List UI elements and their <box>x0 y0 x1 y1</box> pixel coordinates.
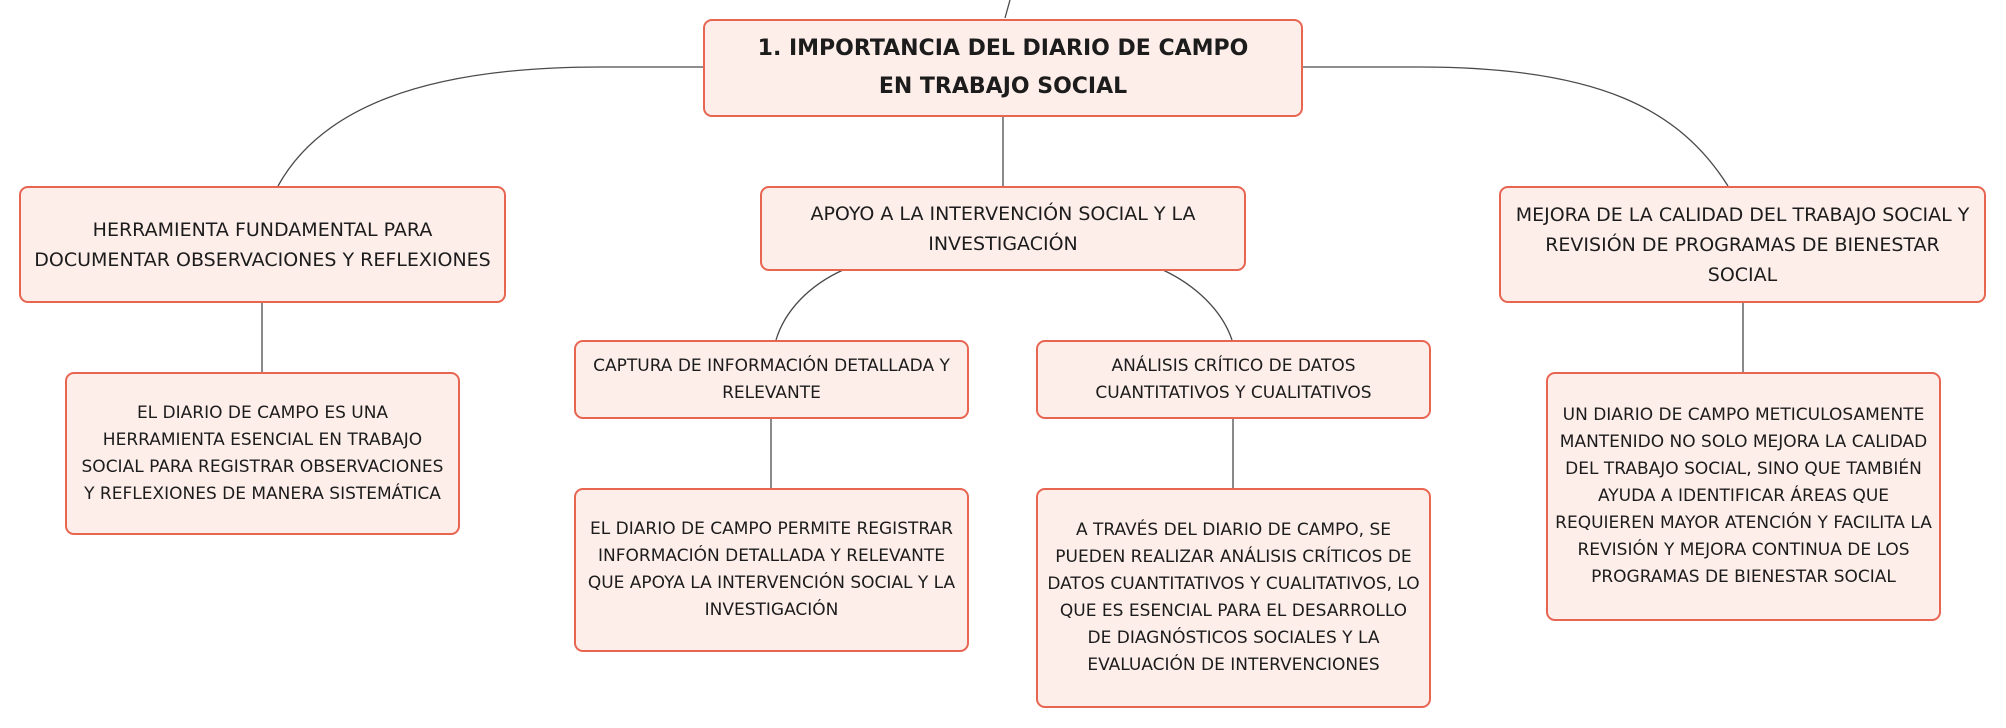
topic-mejora-label: MEJORA DE LA CALIDAD DEL TRABAJO SOCIAL Y REVISIÓN DE PROGRAMAS DE BIENESTAR SOCIAL <box>1515 203 1970 286</box>
detail-mejora-text: UN DIARIO DE CAMPO METICULOSAMENTE MANTENIDO NO SOLO MEJORA LA CALIDAD DEL TRABAJO SOCIAL, SINO QUE TAMBIÉN AYUDA A IDENTIFICAR ÁREAS QUE REQUIEREN MAYOR ATENCIÓN Y FACILITA LA REVISIÓN Y MEJORA CONTINUA DE LOS PROGRAMAS DE BIENESTAR SOCIAL <box>1555 405 1932 587</box>
topic-apoyo-label: APOYO A LA INTERVENCIÓN SOCIAL Y LA INVESTIGACIÓN <box>810 202 1196 255</box>
topic-apoyo[interactable] <box>760 186 1246 271</box>
topic-mejora[interactable] <box>1499 186 1986 303</box>
connector-root-mejora <box>1303 67 1728 186</box>
root-topic[interactable] <box>703 19 1303 117</box>
detail-analisis[interactable] <box>1036 488 1431 708</box>
connector-root-herramienta <box>278 67 703 186</box>
topic-captura-label: CAPTURA DE INFORMACIÓN DETALLADA Y RELEVANTE <box>593 355 950 403</box>
topic-analisis[interactable] <box>1036 340 1431 419</box>
detail-herramienta[interactable] <box>65 372 460 535</box>
root-topic-label: 1. IMPORTANCIA DEL DIARIO DE CAMPO EN TRABAJO SOCIAL <box>757 36 1249 99</box>
topic-analisis-label: ANÁLISIS CRÍTICO DE DATOS CUANTITATIVOS Y CUALITATIVOS <box>1095 355 1372 403</box>
connector-apoyo-captura <box>776 270 843 340</box>
detail-herramienta-text: EL DIARIO DE CAMPO ES UNA HERRAMIENTA ESENCIAL EN TRABAJO SOCIAL PARA REGISTRAR OBSERVACIONES Y REFLEXIONES DE MANERA SISTEMÁTICA <box>81 402 444 504</box>
detail-captura[interactable] <box>574 488 969 652</box>
connector-root-parent <box>1005 0 1010 18</box>
connector-apoyo-analisis <box>1163 270 1232 340</box>
detail-mejora[interactable] <box>1546 372 1941 621</box>
detail-analisis-text: A TRAVÉS DEL DIARIO DE CAMPO, SE PUEDEN REALIZAR ANÁLISIS CRÍTICOS DE DATOS CUANTITATIVOS Y CUALITATIVOS, LO QUE ES ESENCIAL PARA EL DESARROLLO DE DIAGNÓSTICOS SOCIALES Y LA EVALUACIÓN DE INTERVENCIONES <box>1047 520 1420 675</box>
detail-captura-text: EL DIARIO DE CAMPO PERMITE REGISTRAR INFORMACIÓN DETALLADA Y RELEVANTE QUE APOYA LA INTERVENCIÓN SOCIAL Y LA INVESTIGACIÓN <box>587 519 956 620</box>
topic-captura[interactable] <box>574 340 969 419</box>
topic-herramienta-label: HERRAMIENTA FUNDAMENTAL PARA DOCUMENTAR OBSERVACIONES Y REFLEXIONES <box>34 218 491 271</box>
topic-herramienta[interactable] <box>19 186 506 303</box>
